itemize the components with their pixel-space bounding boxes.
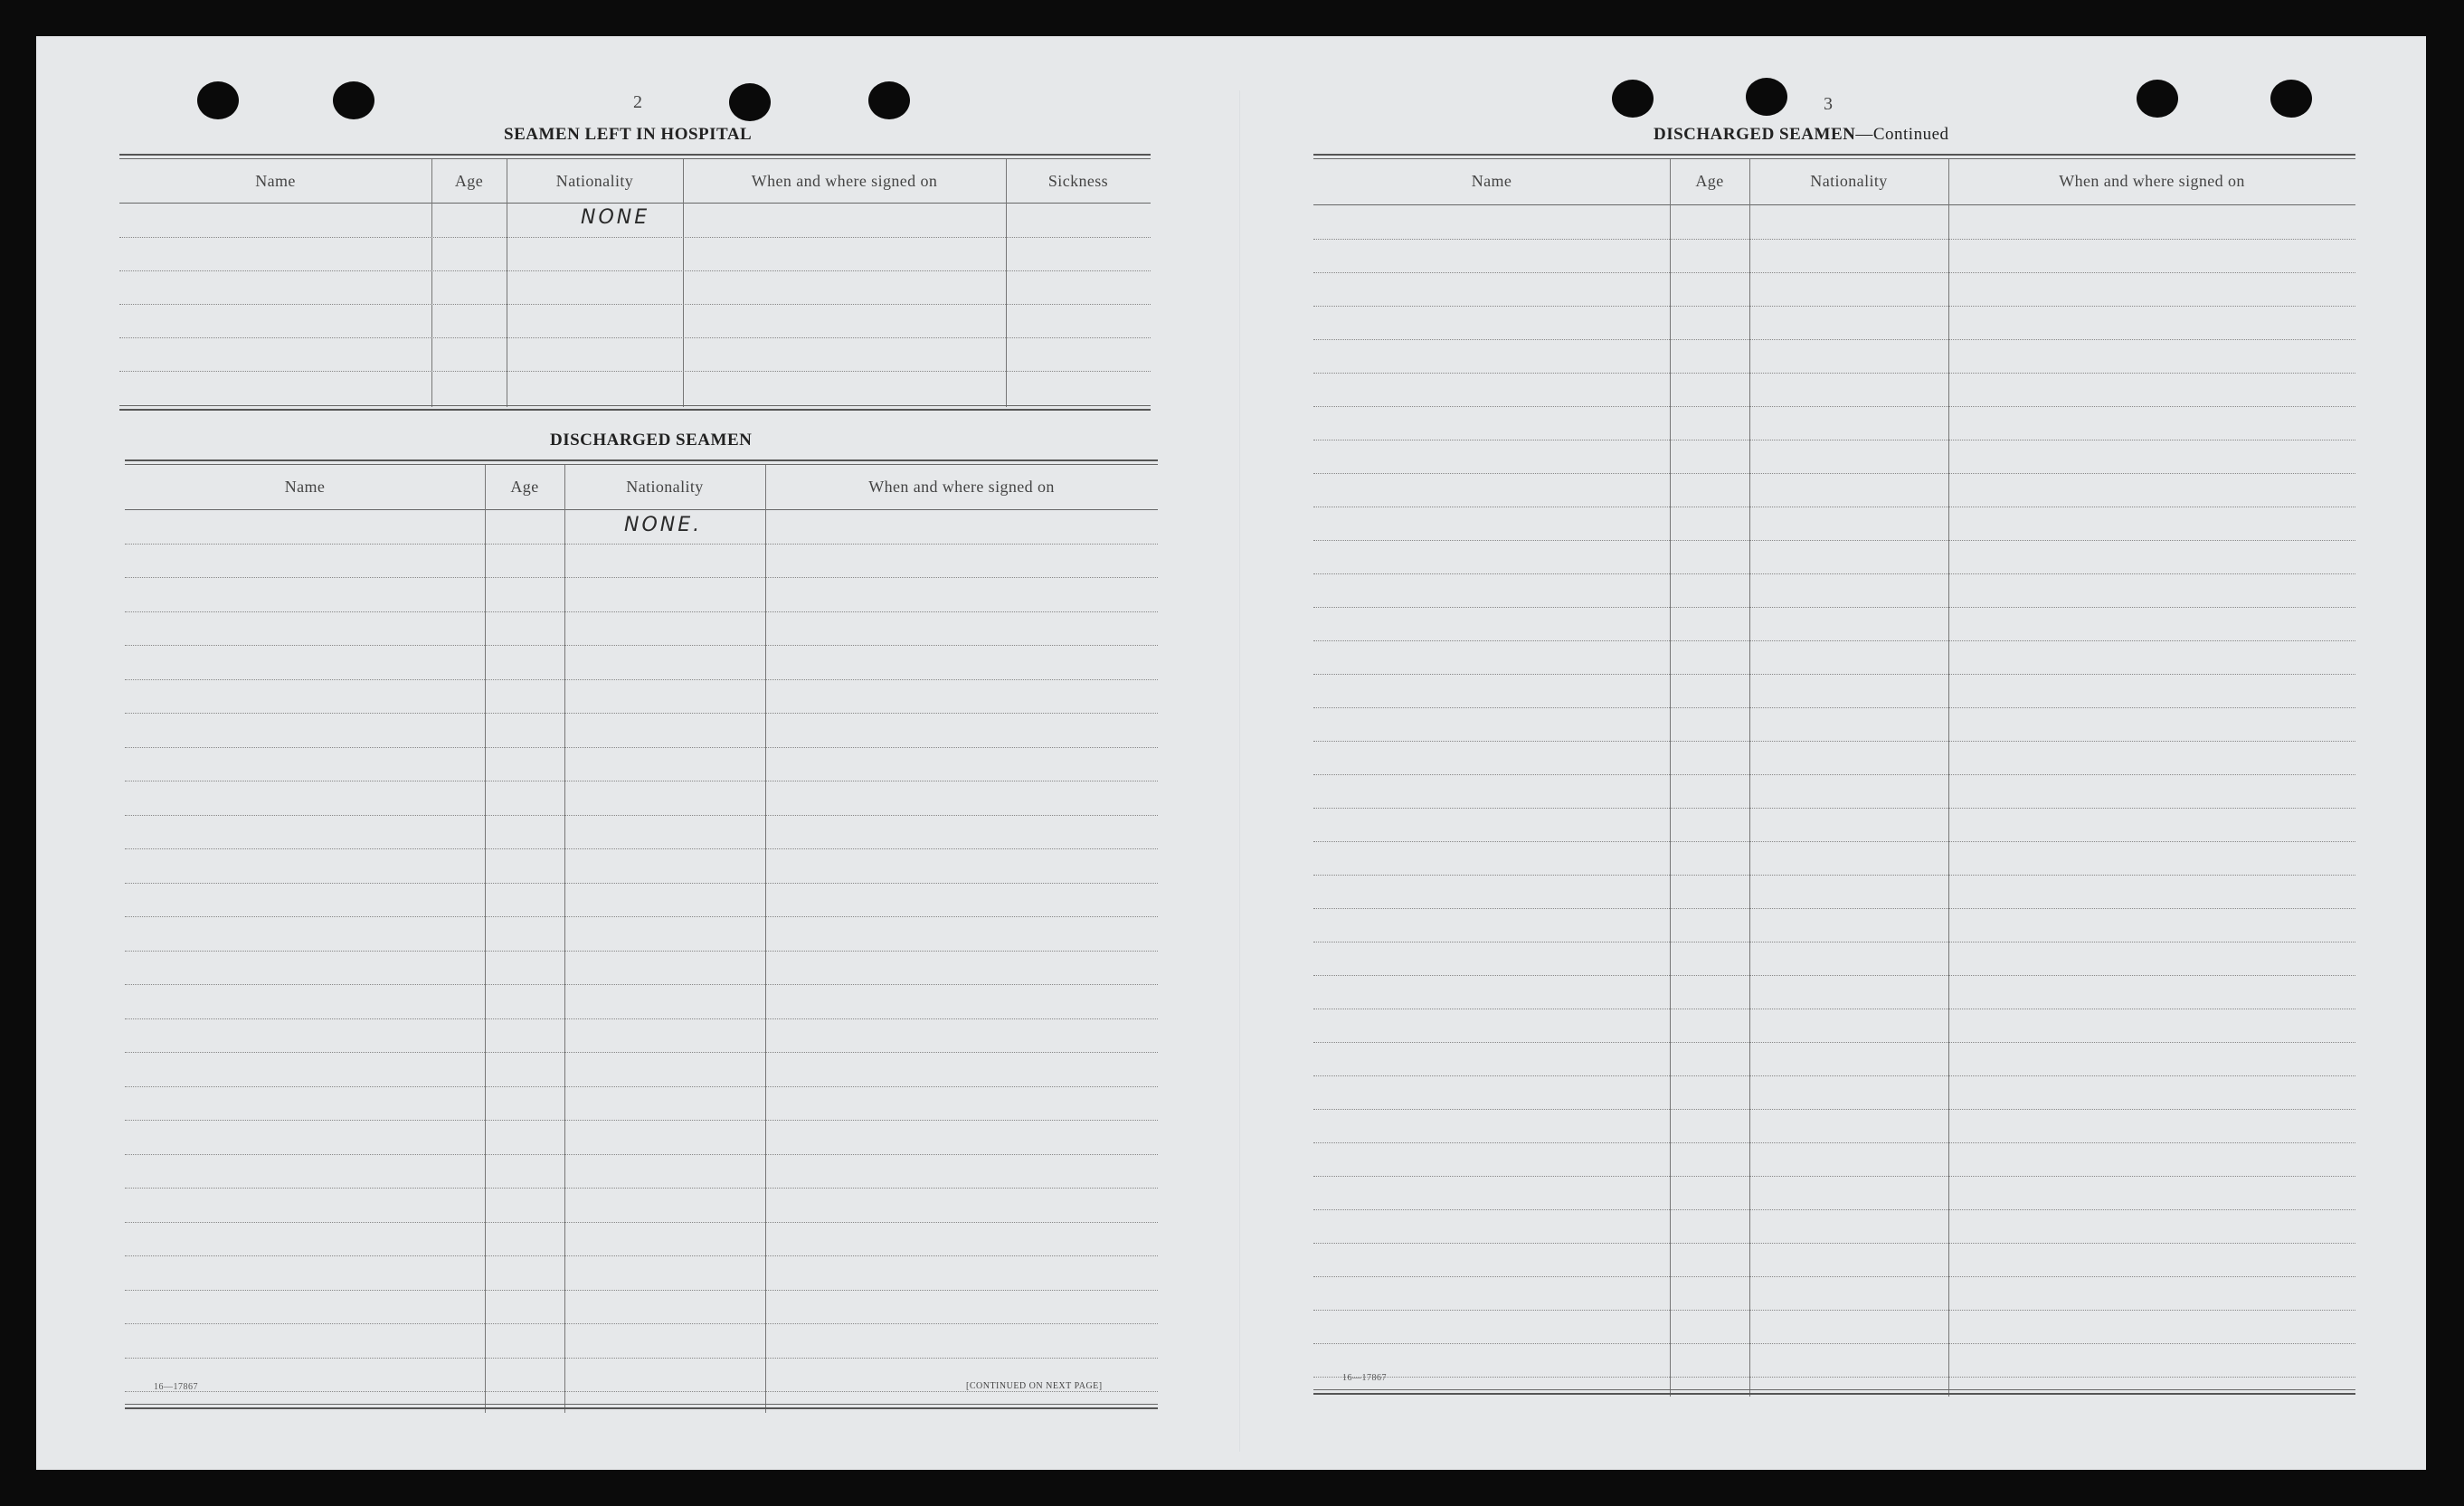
punch-hole (2137, 80, 2178, 118)
row-line (119, 304, 1151, 305)
punch-hole (1746, 78, 1787, 116)
row-line (1313, 1310, 2355, 1311)
row-line (125, 1018, 1158, 1019)
table-rule (119, 154, 1151, 159)
row-line (1313, 707, 2355, 708)
row-line (1313, 875, 2355, 876)
row-line (1313, 373, 2355, 374)
punch-hole (197, 81, 239, 119)
page-number-left: 2 (633, 92, 642, 112)
column-header-signed-on: When and where signed on (751, 172, 938, 190)
column-header-signed-on: When and where signed on (868, 478, 1055, 496)
row-line (1313, 406, 2355, 407)
row-line (1313, 473, 2355, 474)
section-title-suffix: —Continued (1855, 125, 1949, 144)
row-line (125, 1120, 1158, 1121)
handwritten-entry: NONE (581, 206, 650, 229)
row-line (1313, 607, 2355, 608)
column-header-nationality: Nationality (1810, 172, 1888, 190)
row-line (1313, 1142, 2355, 1143)
column-divider (765, 465, 766, 1413)
row-line (125, 544, 1158, 545)
column-header-sickness: Sickness (1047, 172, 1109, 190)
row-line (1313, 674, 2355, 675)
punch-hole (333, 81, 374, 119)
punch-hole (1612, 80, 1654, 118)
discharged-continued-table (1313, 154, 2355, 1402)
row-line (119, 371, 1151, 372)
hospital-table (119, 154, 1151, 412)
column-header-name: Name (284, 478, 326, 496)
row-line (119, 270, 1151, 271)
column-header-age: Age (1695, 172, 1724, 190)
column-divider (1948, 159, 1949, 1397)
row-line (125, 1391, 1158, 1392)
row-line (1313, 540, 2355, 541)
row-line (1313, 1042, 2355, 1043)
row-line (125, 984, 1158, 985)
row-line (125, 645, 1158, 646)
discharged-section-title: DISCHARGED SEAMEN (550, 431, 753, 450)
column-header-nationality: Nationality (626, 478, 704, 496)
column-divider (1006, 159, 1007, 407)
row-line (1313, 1343, 2355, 1344)
table-rule (1313, 154, 2355, 159)
row-line (125, 883, 1158, 884)
table-rule (125, 1404, 1158, 1409)
table-rule (119, 405, 1151, 411)
row-line (125, 1052, 1158, 1053)
column-divider (1749, 159, 1750, 1397)
table-rule (1313, 1389, 2355, 1395)
row-line (1313, 774, 2355, 775)
form-code-left: 16—17867 (154, 1382, 198, 1392)
row-line (125, 1086, 1158, 1087)
row-line (1313, 841, 2355, 842)
punch-hole (729, 83, 771, 121)
page-number-right: 3 (1824, 94, 1833, 114)
page-fold (1239, 90, 1240, 1452)
row-line (125, 1358, 1158, 1359)
punch-hole (868, 81, 910, 119)
row-line (1313, 306, 2355, 307)
row-line (125, 713, 1158, 714)
row-line (125, 1154, 1158, 1155)
row-line (1313, 741, 2355, 742)
row-line (125, 679, 1158, 680)
discharged-table (125, 459, 1158, 1418)
column-divider (683, 159, 684, 407)
column-divider (564, 465, 565, 1413)
header-rule (119, 203, 1151, 204)
row-line (125, 916, 1158, 917)
row-line (1313, 1209, 2355, 1210)
column-divider (1670, 159, 1671, 1397)
row-line (125, 1255, 1158, 1256)
row-line (1313, 1276, 2355, 1277)
discharged-continued-title (1654, 125, 1949, 145)
column-header-name: Name (1471, 172, 1512, 190)
row-line (125, 1222, 1158, 1223)
row-line (125, 1290, 1158, 1291)
row-line (1313, 1377, 2355, 1378)
row-line (125, 1188, 1158, 1189)
row-line (1313, 640, 2355, 641)
row-line (125, 1323, 1158, 1324)
punch-hole (2270, 80, 2312, 118)
column-header-nationality: Nationality (555, 172, 634, 190)
column-header-name: Name (255, 172, 296, 190)
hospital-section-title: SEAMEN LEFT IN HOSPITAL (504, 125, 753, 144)
row-line (125, 848, 1158, 849)
row-line (125, 577, 1158, 578)
row-line (125, 815, 1158, 816)
handwritten-entry: NONE. (624, 514, 703, 536)
row-line (1313, 1243, 2355, 1244)
header-rule (1313, 204, 2355, 205)
row-line (125, 951, 1158, 952)
row-line (1313, 975, 2355, 976)
header-rule (125, 509, 1158, 510)
row-line (125, 747, 1158, 748)
row-line (1313, 1176, 2355, 1177)
row-line (1313, 808, 2355, 809)
column-divider (431, 159, 432, 407)
row-line (1313, 573, 2355, 574)
row-line (1313, 272, 2355, 273)
column-divider (485, 465, 486, 1413)
row-line (119, 237, 1151, 238)
row-line (119, 337, 1151, 338)
column-header-signed-on: When and where signed on (2059, 172, 2245, 190)
row-line (1313, 1075, 2355, 1076)
column-header-age: Age (510, 478, 539, 496)
row-line (125, 611, 1158, 612)
row-line (1313, 339, 2355, 340)
ledger-sheet (36, 36, 2426, 1470)
continued-note: [CONTINUED ON NEXT PAGE] (966, 1381, 1103, 1391)
column-header-age: Age (454, 172, 484, 190)
row-line (1313, 1109, 2355, 1110)
form-code-right: 16—17867 (1342, 1373, 1387, 1383)
section-title-text: DISCHARGED SEAMEN (1654, 125, 1856, 144)
row-line (1313, 239, 2355, 240)
row-line (1313, 908, 2355, 909)
table-rule (125, 459, 1158, 465)
